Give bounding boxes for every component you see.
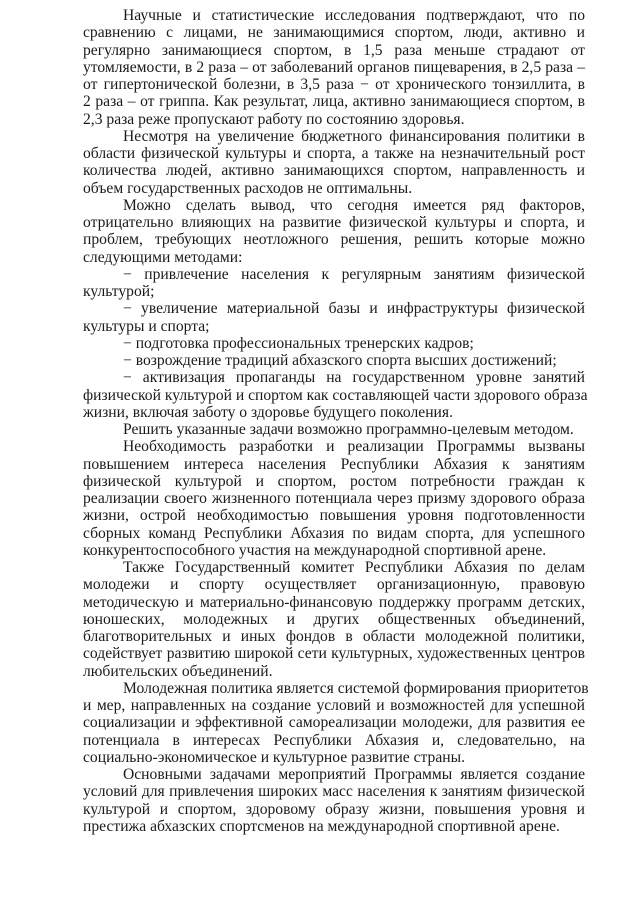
text-line: престижа абхазских спортсменов на международной спортивной арене. (83, 817, 560, 835)
text-line: сравнению с лицами, не занимающимися спортом, люди, активно и (83, 24, 585, 42)
text-line: любительских объединений. (83, 662, 273, 680)
paragraph (83, 766, 585, 835)
text-line: культуры и спорта; (83, 317, 210, 335)
text-line: Молодежная политика является системой формирования приоритетов (123, 679, 589, 697)
paragraph (83, 369, 588, 421)
text-line: сборных команд Республики Абхазия по видам спорта, для успешного (83, 524, 585, 542)
text-line: проблем, требующих неотложного решения, решить которые можно (83, 231, 585, 249)
text-line: реализации своего жизненного потенциала через призму здорового образа (83, 490, 585, 507)
text-line: благотворительных и иных фондов в области молодежной политики, (83, 628, 585, 645)
text-line: следующими методами: (83, 248, 243, 266)
text-line: Научные и статистические исследования подтверждают, что по (123, 7, 585, 24)
paragraph (83, 559, 585, 680)
text-line: конкурентоспособного участия на международной спортивной арене. (83, 541, 547, 559)
text-line: социально-экономическое и культурное развитие страны. (83, 748, 465, 766)
paragraph (83, 128, 585, 197)
text-line: − подготовка профессиональных тренерских кадров; (123, 334, 474, 352)
text-line: Также Государственный комитет Республики Абхазия по делам (123, 559, 585, 576)
text-line: − привлечение населения к регулярным занятиям физической (123, 265, 585, 283)
text-line: физической культурой и спортом, ростом потребности граждан к (83, 472, 585, 490)
text-line: регулярно занимающиеся спортом, в 1,5 раза меньше страдают от (83, 41, 585, 59)
paragraph (83, 438, 585, 559)
text-line: области физической культуры и спорта, а также на незначительный рост (83, 145, 585, 162)
text-line: утомляемости, в 2 раза – от заболеваний органов пищеварения, в 2,5 раза – (83, 58, 585, 76)
text-line: количества людей, активно занимающихся спортом, направленность и (83, 162, 585, 180)
text-line: культурой; (83, 283, 155, 300)
text-line: культурой и спортом, здоровому образу жизни, повышения уровня и (83, 800, 585, 818)
text-line: объем государственных расходов не оптимальны. (83, 179, 413, 197)
text-line: отрицательно влияющих на развитие физической культуры и спорта, и (83, 214, 585, 231)
text-line: − увеличение материальной базы и инфраструктуры физической (123, 300, 585, 318)
text-line: от гипертонической болезни, в 3,5 раза − от хронического тонзиллита, в (83, 76, 585, 93)
text-line: юношеских, молодежных и других общественных объединений, (83, 610, 585, 628)
paragraph (83, 679, 589, 766)
text-line: повышением интереса населения Республики Абхазия к занятиям (83, 455, 585, 473)
text-line: Несмотря на увеличение бюджетного финансирования политики в (123, 127, 585, 145)
text-line: Можно сделать вывод, что сегодня имеется ряд факторов, (123, 196, 585, 214)
document-page (83, 7, 589, 835)
text-line: и мер, направленных на создание условий и возможностей для успешной (83, 697, 585, 714)
paragraph (83, 266, 585, 301)
text-line: содействует развитию широкой сети культурных, художественных центров (83, 645, 585, 663)
text-line: Основными задачами мероприятий Программы является создание (123, 766, 585, 783)
text-line: Решить указанные задачи возможно программно-целевым методом. (123, 421, 574, 438)
paragraph (83, 300, 585, 335)
text-line: − возрождение традиций абхазского спорта высших достижений; (123, 352, 557, 369)
text-line: физической культурой и спортом как составляющей части здорового образа (83, 386, 588, 404)
paragraph (83, 352, 585, 369)
text-line: социализации и эффективной самореализации молодежи, для развития ее (83, 714, 585, 732)
paragraph (83, 335, 585, 352)
text-line: молодежи и спорту осуществляет организационную, правовую (83, 576, 585, 594)
text-line: жизни, острой необходимостью повышения уровня подготовленности (83, 507, 585, 525)
text-line: − активизация пропаганды на государственном уровне занятий (123, 369, 585, 387)
text-line: Необходимость разработки и реализации Программы вызваны (123, 438, 585, 456)
paragraph (83, 421, 585, 438)
text-line: жизни, включая заботу о здоровье будущего поколения. (83, 403, 453, 421)
text-line: методическую и материально-финансовую поддержку программ детских, (83, 593, 585, 611)
text-line: условий для привлечения широких масс населения к занятиям физической (83, 783, 585, 801)
paragraph (83, 7, 585, 128)
text-line: потенциала в интересах Республики Абхазия и, следовательно, на (83, 731, 585, 749)
paragraph (83, 197, 585, 266)
text-line: 2,3 раза реже пропускают работу по состоянию здоровья. (83, 110, 465, 128)
text-line: 2 раза – от гриппа. Как результат, лица, активно занимающиеся спортом, в (83, 93, 585, 111)
